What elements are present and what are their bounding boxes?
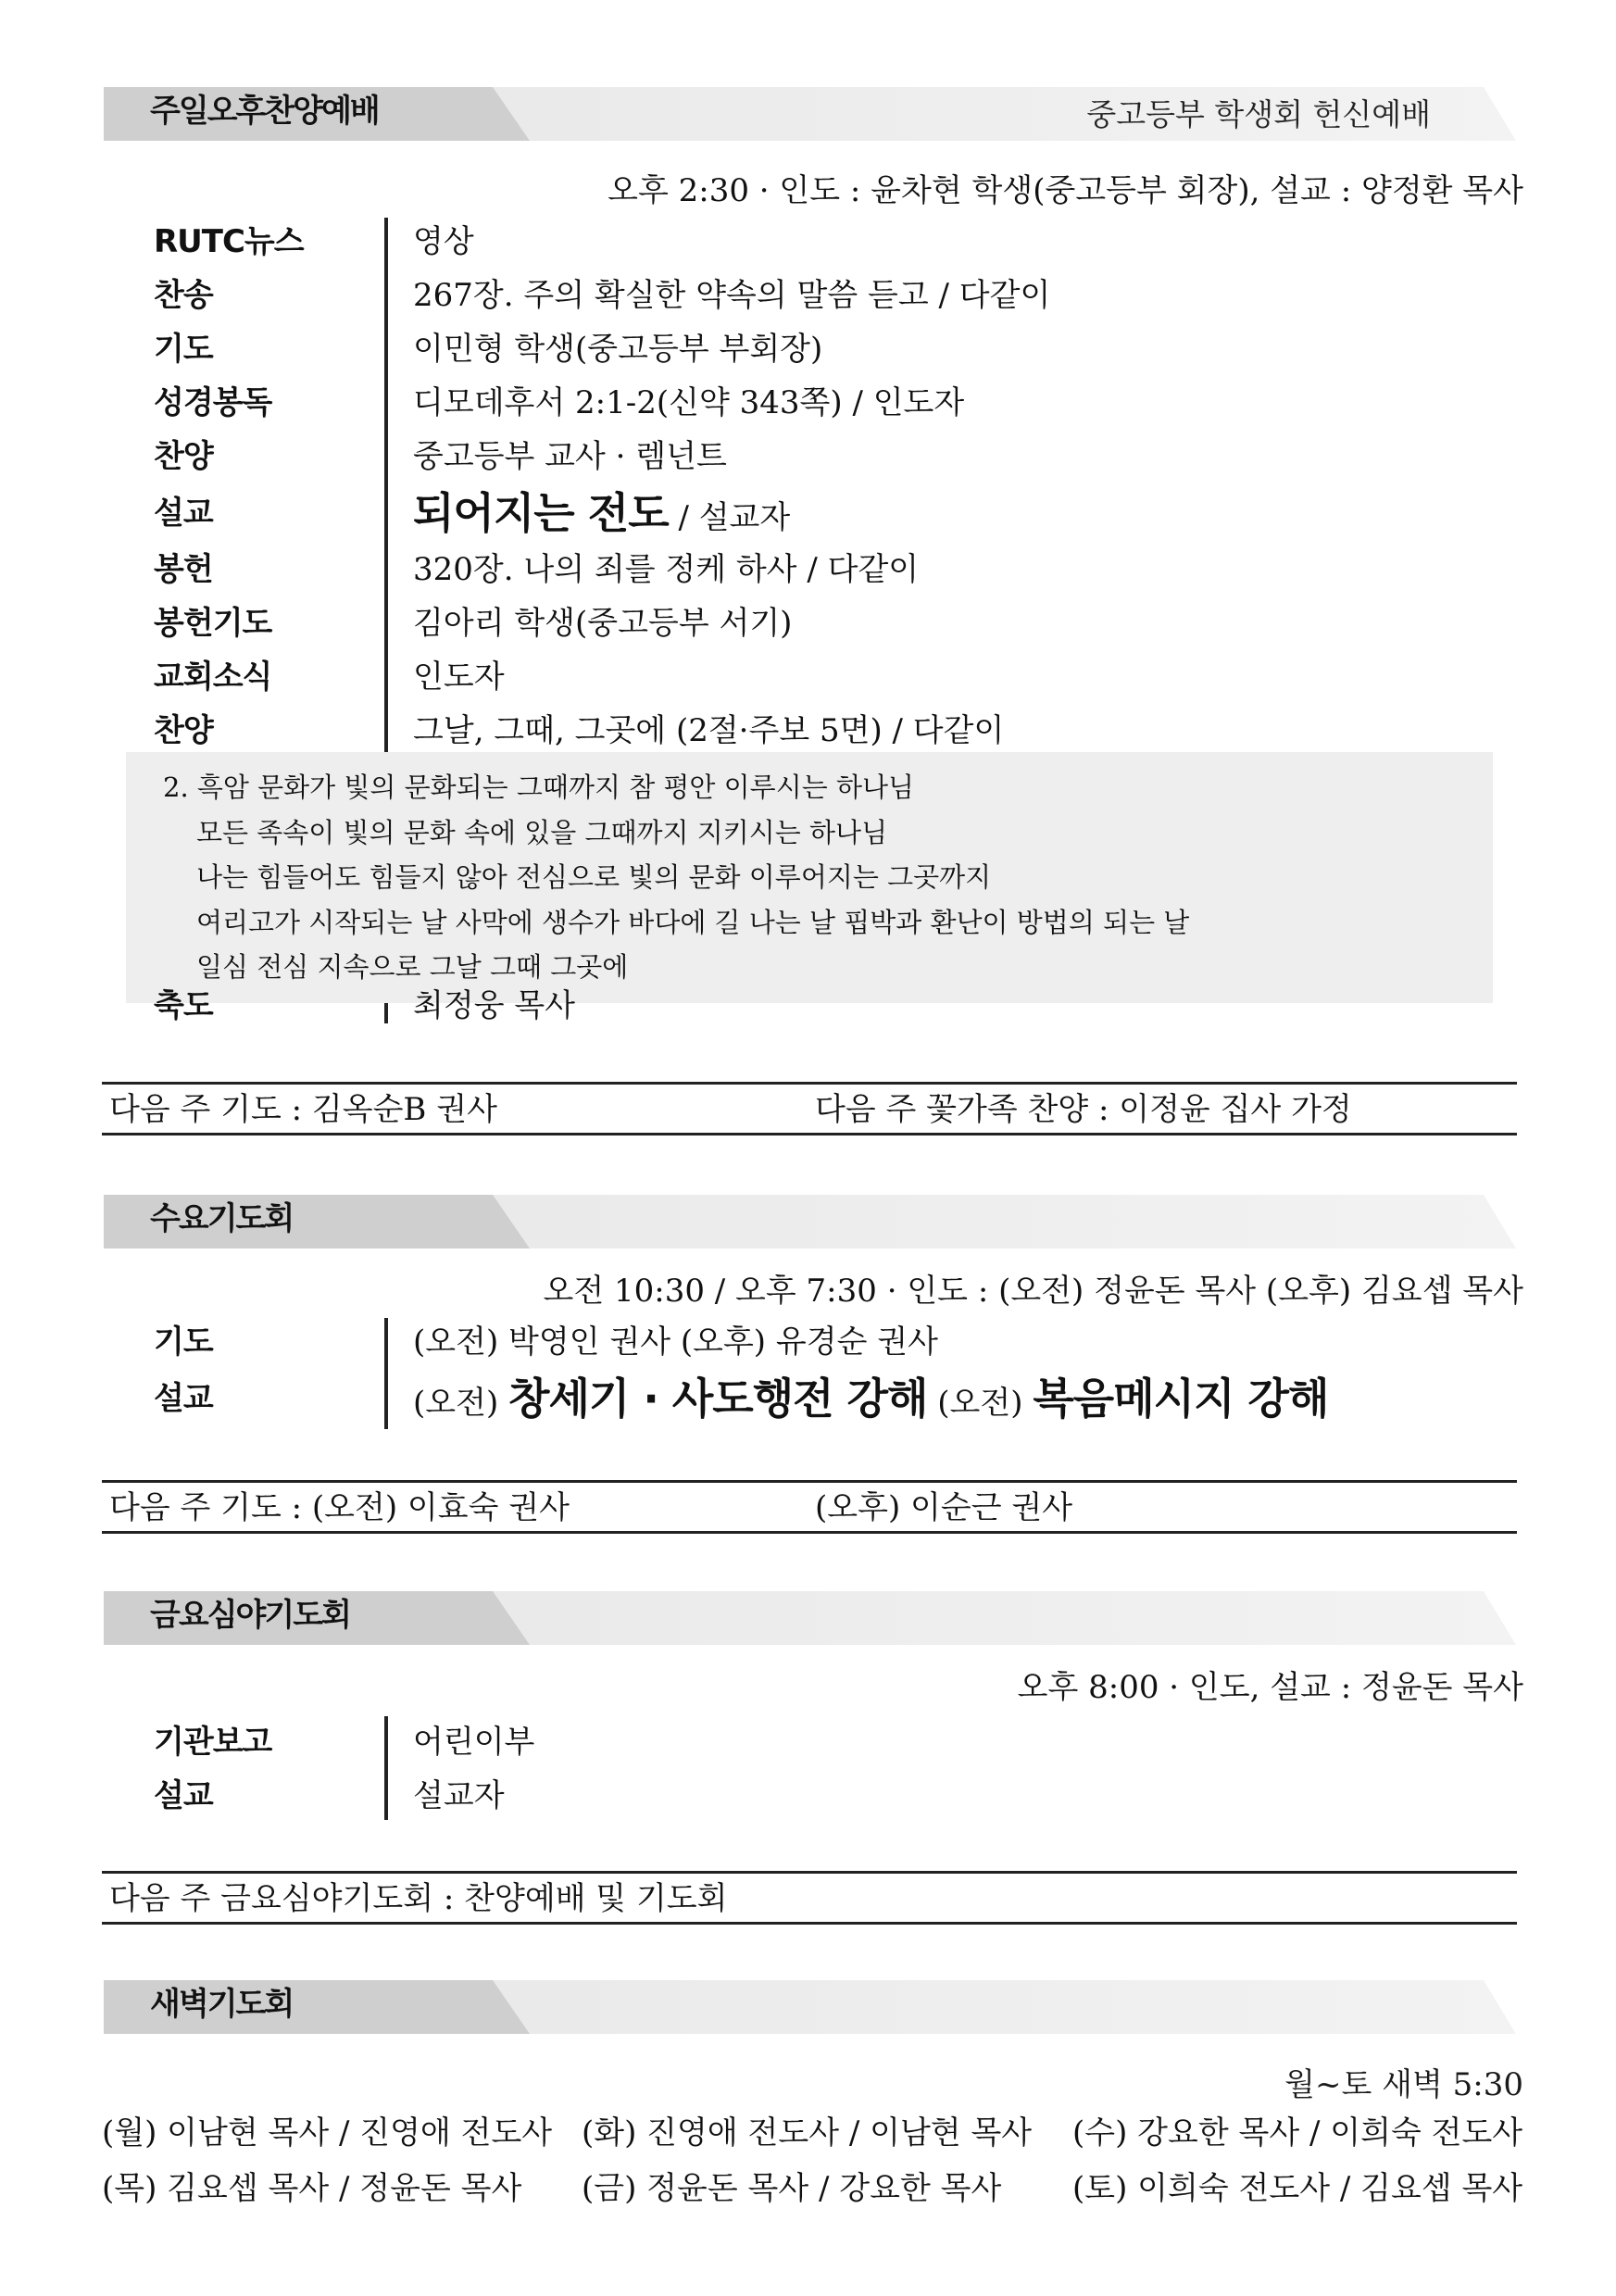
next-week-wednesday	[102, 1480, 1517, 1534]
lyrics-box	[126, 752, 1493, 1003]
dawn-entry: (금) 정윤돈 목사 / 강요한 목사	[582, 2170, 1002, 2207]
dawn-entry: (목) 김요셉 목사 / 정윤돈 목사	[102, 2170, 522, 2207]
program-label: 축도	[154, 987, 213, 1024]
lyrics-line: 여리고가 시작되는 날 사막에 생수가 바다에 길 나는 날 핍박과 환난이 방법의 되는 날	[196, 906, 1190, 938]
program-label: 봉헌	[154, 551, 213, 588]
program-value	[413, 483, 790, 547]
service-info: 오후 2:30 · 인도 : 윤차현 학생(중고등부 회장), 설교 : 양정환 목사	[608, 172, 1523, 209]
section-title: 수요기도회	[150, 1200, 294, 1237]
section-subtitle: 중고등부 학생회 헌신예배	[1086, 96, 1431, 132]
sermon-title: 되어지는 전도	[413, 488, 669, 538]
section-header-wednesday	[104, 1187, 1516, 1247]
header-band	[104, 1195, 1516, 1248]
next-week-sunday	[102, 1082, 1517, 1135]
program-value: 영상	[413, 223, 474, 260]
service-info: 오전 10:30 / 오후 7:30 · 인도 : (오전) 정윤돈 목사 (오후) 김요셉 목사	[543, 1273, 1523, 1310]
program-value: 267장. 주의 확실한 약속의 말씀 듣고 / 다같이	[413, 277, 1051, 314]
section-title: 새벽기도회	[150, 1986, 294, 2023]
sermon-tag: (오전)	[937, 1385, 1023, 1422]
dawn-entry: (수) 강요한 목사 / 이희숙 전도사	[1072, 2114, 1523, 2152]
dawn-entry: (화) 진영애 전도사 / 이남현 목사	[582, 2114, 1033, 2152]
lyrics-line: 나는 힘들어도 힘들지 않아 전심으로 빛의 문화 이루어지는 그곳까지	[196, 861, 992, 893]
program-label: 찬송	[154, 277, 213, 314]
sermon-title: 복음메시지 강해	[1033, 1374, 1329, 1424]
program-value: 이민형 학생(중고등부 부회장)	[413, 331, 823, 368]
lyrics-line: 일심 전심 지속으로 그날 그때 그곳에	[196, 951, 629, 983]
program-label: 기도	[154, 1324, 213, 1361]
service-info: 오후 8:00 · 인도, 설교 : 정윤돈 목사	[1017, 1669, 1523, 1706]
next-week-friday	[102, 1871, 1517, 1925]
sermon-tag: (오전)	[413, 1385, 499, 1422]
program-label: 설교	[154, 1777, 213, 1814]
program-value: (오전) 박영인 권사 (오후) 유경순 권사	[413, 1324, 938, 1361]
program-value: 그날, 그때, 그곳에 (2절·주보 5면) / 다같이	[413, 712, 1005, 749]
dawn-row	[102, 2161, 1523, 2216]
section-header-friday	[104, 1584, 1516, 1643]
sermon-title: 창세기 · 사도행전 강해	[508, 1374, 928, 1424]
program-value: 중고등부 교사 · 렘넌트	[413, 438, 727, 475]
lyrics-line: 모든 족속이 빛의 문화 속에 있을 그때까지 지키시는 하나님	[196, 816, 888, 848]
program-label: 설교	[154, 1380, 213, 1417]
section-header-dawn	[104, 1973, 1516, 2032]
program-label: 찬양	[154, 438, 213, 475]
program-label: 봉헌기도	[154, 605, 272, 642]
dawn-entry: (토) 이희숙 전도사 / 김요셉 목사	[1072, 2170, 1523, 2207]
program-value: 디모데후서 2:1-2(신약 343쪽) / 인도자	[413, 384, 965, 421]
program-label: 교회소식	[154, 659, 272, 696]
program-divider	[384, 1716, 388, 1820]
next-friday: 다음 주 금요심야기도회 : 찬양예배 및 기도회	[109, 1880, 728, 1917]
program-value: 어린이부	[413, 1724, 535, 1761]
section-title: 금요심야기도회	[150, 1597, 350, 1634]
program-label: 성경봉독	[154, 384, 272, 421]
next-prayer: 다음 주 기도 : 김옥순B 권사	[109, 1091, 497, 1128]
program-label: 설교	[154, 495, 213, 532]
dawn-entry: (월) 이남현 목사 / 진영애 전도사	[102, 2114, 553, 2152]
program-value: 설교자	[413, 1777, 505, 1814]
dawn-row	[102, 2105, 1523, 2161]
program-divider	[384, 1318, 388, 1429]
next-prayer: 다음 주 기도 : (오전) 이효숙 권사	[109, 1489, 570, 1526]
section-header-sunday	[104, 80, 1516, 139]
header-band	[104, 1980, 1516, 2034]
next-prayer-pm: (오후) 이순근 권사	[815, 1489, 1073, 1526]
program-label: 찬양	[154, 712, 213, 749]
program-label: RUTC뉴스	[154, 223, 304, 260]
next-praise: 다음 주 꽃가족 찬양 : 이정윤 집사 가정	[815, 1091, 1352, 1128]
program-value	[413, 1369, 1328, 1433]
program-value: 김아리 학생(중고등부 서기)	[413, 605, 793, 642]
program-label: 기도	[154, 331, 213, 368]
program-value: 최정웅 목사	[413, 987, 576, 1024]
program-label: 기관보고	[154, 1724, 272, 1761]
sermon-preacher: / 설교자	[668, 499, 791, 536]
section-title: 주일오후찬양예배	[150, 93, 379, 130]
program-value: 인도자	[413, 659, 505, 696]
dawn-schedule	[102, 2105, 1523, 2216]
program-value: 320장. 나의 죄를 정케 하사 / 다같이	[413, 551, 920, 588]
lyrics-line: 2. 흑암 문화가 빛의 문화되는 그때까지 참 평안 이루시는 하나님	[163, 772, 914, 803]
dawn-time: 월~토 새벽 5:30	[1284, 2066, 1523, 2103]
